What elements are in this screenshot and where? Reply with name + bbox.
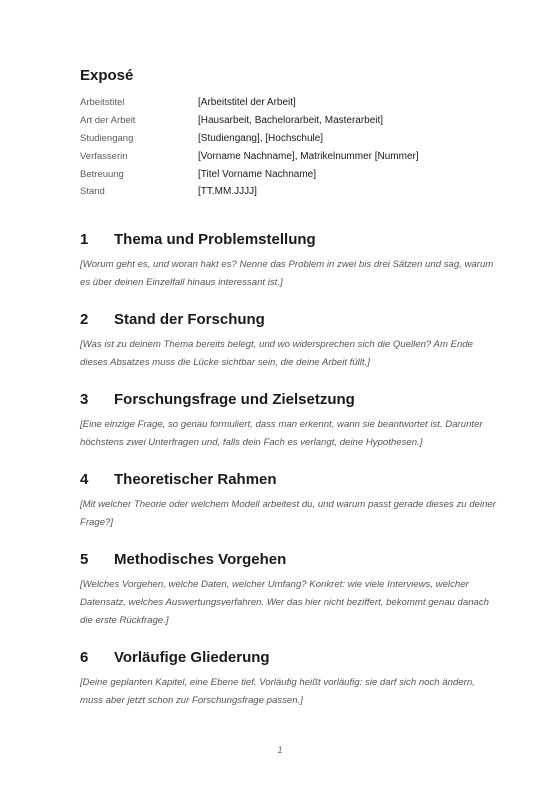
section-title: Vorläufige Gliederung	[114, 649, 270, 666]
metadata-value: [Studiengang], [Hochschule]	[198, 132, 324, 144]
section-body: [Was ist zu deinem Thema bereits belegt, und wo widersprechen sich die Quellen? Am Ende dieses Absatzes muss die Lücke sichtbar sein, die deine Arbeit füllt.]	[80, 339, 474, 369]
section-body: [Eine einzige Frage, so genau formuliert, dass man erkennt, wann sie beantwortet ist. Darunter höchstens zwei Unterfragen und, falls dein Fach es verlangt, deine Hypothesen.]	[80, 419, 483, 449]
page-number: 1	[277, 745, 283, 756]
metadata-value: [Vorname Nachname], Matrikelnummer [Nummer]	[198, 150, 419, 162]
section-heading	[80, 470, 500, 490]
metadata-label: Studiengang	[80, 132, 134, 144]
metadata-table	[80, 94, 500, 201]
section-number: 6	[80, 649, 89, 666]
section-number: 4	[80, 471, 89, 488]
section-number: 3	[80, 391, 89, 408]
section-body: [Worum geht es, und woran hakt es? Nenne das Problem in zwei bis drei Sätzen und sag, warum es über deinen Einzelfall hinaus interessant ist.]	[80, 259, 494, 289]
section-vorlaeufige-gliederung	[80, 648, 500, 710]
document-title: Exposé	[80, 67, 134, 84]
section-title: Forschungsfrage und Zielsetzung	[114, 391, 355, 408]
metadata-value: [Hausarbeit, Bachelorarbeit, Masterarbeit]	[198, 115, 384, 127]
metadata-value: [Arbeitstitel der Arbeit]	[198, 97, 296, 109]
section-forschungsfrage-und-zielsetzung	[80, 390, 500, 452]
section-methodisches-vorgehen	[80, 550, 500, 631]
metadata-label: Art der Arbeit	[80, 115, 136, 127]
metadata-row-art-der-arbeit	[80, 112, 500, 130]
section-number: 2	[80, 311, 89, 328]
section-body: [Mit welcher Theorie oder welchem Modell arbeitest du, und warum passt gerade dieses zu deiner Frage?]	[80, 499, 496, 529]
metadata-row-stand	[80, 183, 500, 201]
metadata-row-betreuung	[80, 165, 500, 183]
metadata-label: Stand	[80, 186, 105, 198]
metadata-label: Arbeitstitel	[80, 97, 125, 109]
metadata-row-verfasserin	[80, 147, 500, 165]
section-title: Thema und Problemstellung	[114, 231, 316, 248]
metadata-row-studiengang	[80, 130, 500, 148]
section-title: Methodisches Vorgehen	[114, 551, 287, 568]
section-number: 1	[80, 231, 89, 248]
section-heading	[80, 648, 500, 668]
section-heading	[80, 550, 500, 570]
section-stand-der-forschung	[80, 310, 500, 372]
section-number: 5	[80, 551, 89, 568]
section-heading	[80, 230, 500, 250]
metadata-value: [TT.MM.JJJJ]	[198, 186, 257, 198]
metadata-label: Verfasserin	[80, 150, 128, 162]
metadata-label: Betreuung	[80, 168, 124, 180]
section-body: [Welches Vorgehen, welche Daten, welcher Umfang? Konkret: wie viele Interviews, welcher Datensatz, welches Auswertungsverfahren. Wer das hier nicht beziffert, bekommt genau danach die erste Rückfrage.]	[80, 579, 490, 627]
section-thema-und-problemstellung	[80, 230, 500, 292]
metadata-row-arbeitstitel	[80, 94, 500, 112]
metadata-value: [Titel Vorname Nachname]	[198, 168, 317, 180]
section-theoretischer-rahmen	[80, 470, 500, 532]
section-body: [Deine geplanten Kapitel, eine Ebene tief. Vorläufig heißt vorläufig: sie darf sich noch ändern, muss aber jetzt schon zur Forschungsfrage passen.]	[80, 677, 475, 707]
section-title: Stand der Forschung	[114, 311, 265, 328]
section-heading	[80, 390, 500, 410]
section-title: Theoretischer Rahmen	[114, 471, 277, 488]
section-heading	[80, 310, 500, 330]
